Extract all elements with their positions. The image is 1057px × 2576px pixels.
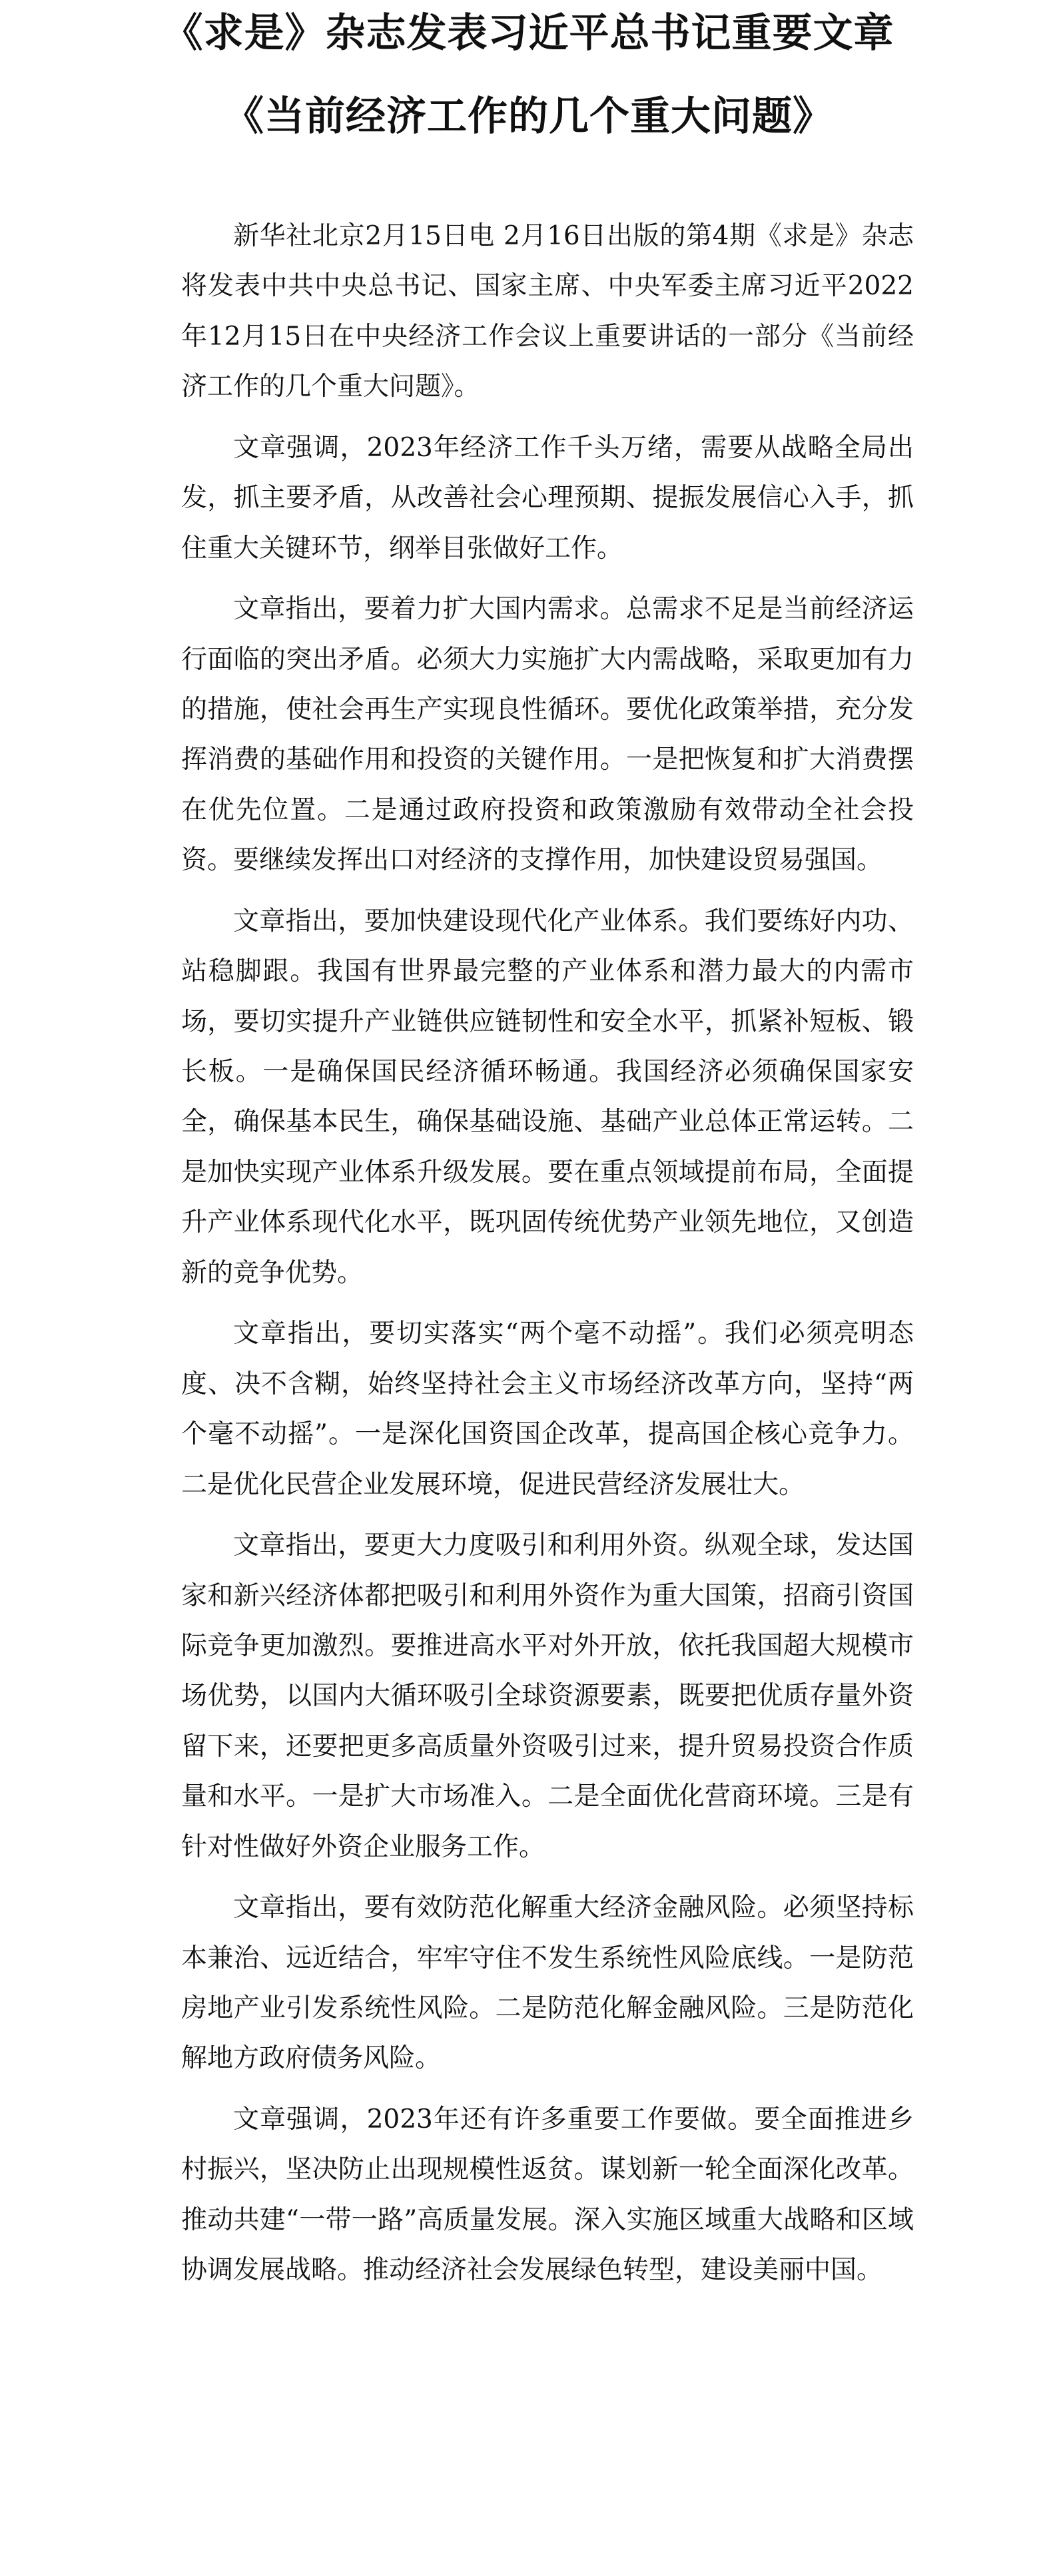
paragraph-other-tasks: 文章强调，2023年还有许多重要工作要做。要全面推进乡村振兴，坚决防止出现规模性返贫。谋划新一轮全面深化改革。推动共建“一带一路”高质量发展。深入实施区域重大战略和区域协调发展战略。推动经济社会发展绿色转型，建设美丽中国。 (181, 2104, 914, 2286)
paragraph-dateline: 新华社北京2月15日电 2月16日出版的第4期《求是》杂志将发表中共中央总书记、国家主席、中央军委主席习近平2022年12月15日在中央经济工作会议上重要讲话的一部分《当前经济工作的几个重大问题》。 (181, 221, 914, 402)
paragraph-domestic-demand: 文章指出，要着力扩大国内需求。总需求不足是当前经济运行面临的突出矛盾。必须大力实施扩大内需战略，采取更加有力的措施，使社会再生产实现良性循环。要优化政策举措，充分发挥消费的基础作用和投资的关键作用。一是把恢复和扩大消费摆在优先位置。二是通过政府投资和政策激励有效带动全社会投资。要继续发挥出口对经济的支撑作用，加快建设贸易强国。 (181, 594, 914, 876)
paragraph-financial-risks: 文章指出，要有效防范化解重大经济金融风险。必须坚持标本兼治、远近结合，牢牢守住不发生系统性风险底线。一是防范房地产业引发系统性风险。二是防范化解金融风险。三是防范化解地方政府债务风险。 (181, 1893, 914, 2074)
title-line-2: 《当前经济工作的几个重大问题》 (224, 93, 833, 140)
paragraph-2023-economic-work: 文章强调，2023年经济工作千头万绪，需要从战略全局出发，抓主要矛盾，从改善社会心理预期、提振发展信心入手，抓住重大关键环节，纲举目张做好工作。 (181, 432, 914, 563)
paragraph-two-unwaverings: 文章指出，要切实落实“两个毫不动摇”。我们必须亮明态度、决不含糊，始终坚持社会主义市场经济改革方向，坚持“两个毫不动摇”。一是深化国资国企改革，提高国企核心竞争力。二是优化民营企业发展环境，促进民营经济发展壮大。 (181, 1319, 914, 1500)
paragraph-foreign-investment: 文章指出，要更大力度吸引和利用外资。纵观全球，发达国家和新兴经济体都把吸引和利用外资作为重大国策，招商引资国际竞争更加激烈。要推进高水平对外开放，依托我国超大规模市场优势，以国内大循环吸引全球资源要素，既要把优质存量外资留下来，还要把更多高质量外资吸引过来，提升贸易投资合作质量和水平。一是扩大市场准入。二是全面优化营商环境。三是有针对性做好外资企业服务工作。 (181, 1530, 914, 1862)
title-line-1: 《求是》杂志发表习近平总书记重要文章 (163, 10, 894, 57)
article-body (181, 211, 914, 2296)
paragraph-industrial-system: 文章指出，要加快建设现代化产业体系。我们要练好内功、站稳脚跟。我国有世界最完整的产业体系和潜力最大的内需市场，要切实提升产业链供应链韧性和安全水平，抓紧补短板、锻长板。一是确保国民经济循环畅通。我国经济必须确保国家安全，确保基本民生，确保基础设施、基础产业总体正常运转。二是加快实现产业体系升级发展。要在重点领域提前布局，全面提升产业体系现代化水平，既巩固传统优势产业领先地位，又创造新的竞争优势。 (181, 906, 914, 1288)
